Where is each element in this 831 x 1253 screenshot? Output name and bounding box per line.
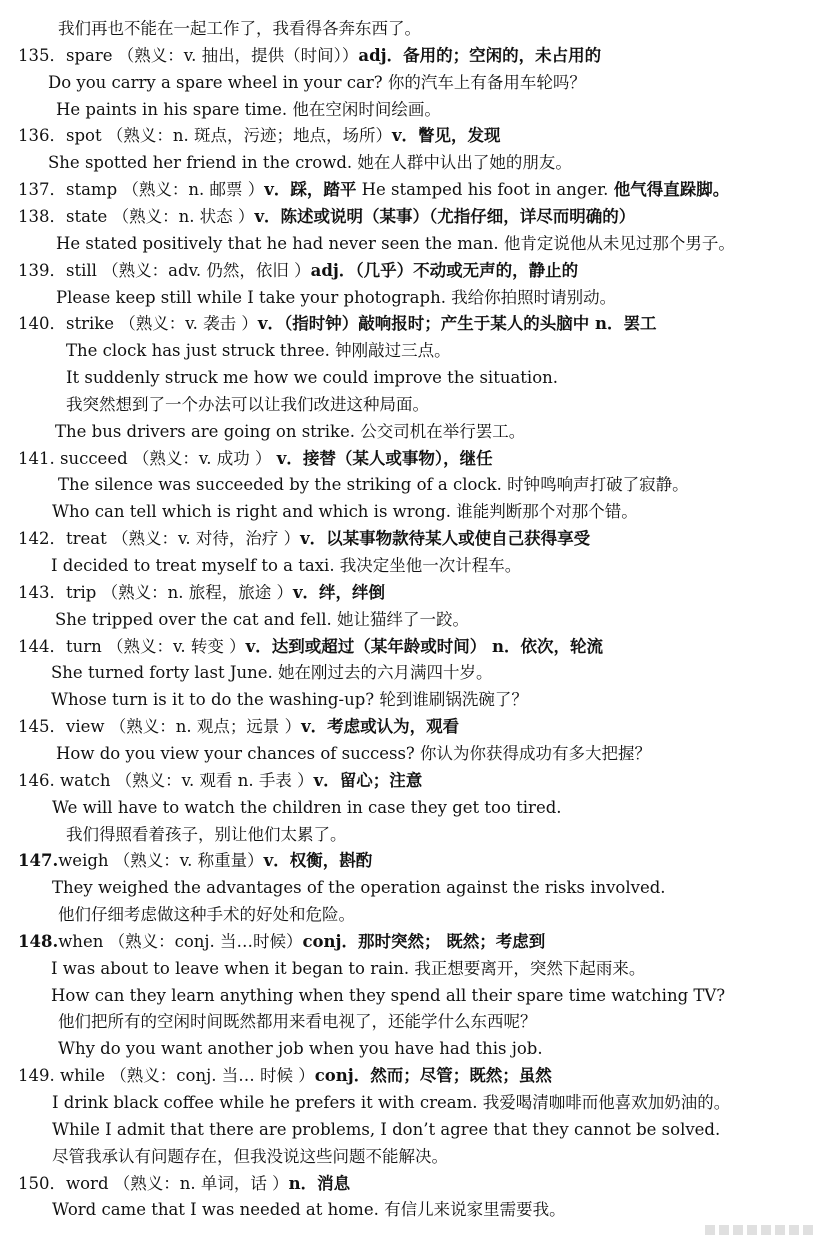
bold-text: v．陈述或说明（某事）（尤指仔细，详尽而明确的）	[254, 206, 636, 226]
text-line	[58, 1036, 543, 1062]
text-span: I was about to leave when it began to rain. 我正想要离开，突然下起雨来。	[51, 958, 646, 978]
text-line	[52, 1090, 730, 1116]
text-line	[58, 472, 689, 498]
text-line	[51, 660, 493, 686]
bold-text: adj．备用的；空闲的，未占用的	[358, 45, 602, 65]
text-span: How do you view your chances of success? 你认为你获得成功有多大把握？	[56, 743, 652, 763]
text-line	[66, 365, 558, 391]
text-span: The silence was succeeded by the striking of a clock. 时钟鸣响声打破了寂静。	[58, 475, 689, 495]
text-span: 141. succeed （熟义：v. 成功 ）	[18, 448, 277, 468]
text-line	[18, 446, 493, 472]
text-line	[52, 1117, 720, 1143]
bold-text: 他气得直跺脚。	[613, 180, 730, 200]
bold-text: v．（指时钟）敲响报时；产生于某人的头脑中 n．罢工	[257, 314, 657, 334]
text-span: How can they learn anything when they spend all their spare time watching TV?	[51, 985, 726, 1005]
text-line	[18, 123, 501, 149]
text-span: 136．spot （熟义：n. 斑点，污迹；地点，场所）	[18, 126, 392, 146]
text-span: 143．trip （熟义：n. 旅程，旅途 ）	[18, 582, 293, 602]
bold-text: n．消息	[288, 1173, 351, 1193]
text-span: We will have to watch the children in case they get too tired.	[52, 797, 562, 817]
text-span: I drink black coffee while he prefers it with cream. 我爱喝清咖啡而他喜欢加奶油的。	[52, 1093, 731, 1112]
text-line	[58, 16, 421, 42]
text-span: 145．view （熟义：n. 观点；远景 ）	[18, 717, 302, 737]
text-span: 他们仔细考虑做这种手术的好处和危险。	[58, 905, 355, 925]
text-span: She tripped over the cat and fell. 她让猫绊了一跤。	[55, 609, 469, 629]
text-span: Please keep still while I take your photograph. 我给你拍照时请别动。	[56, 287, 617, 307]
text-line	[55, 607, 469, 633]
text-line	[18, 848, 372, 874]
text-line	[18, 768, 422, 794]
watermark-icon	[703, 1221, 823, 1239]
text-line	[18, 43, 601, 69]
text-span: 我突然想到了一个办法可以让我们改进这种局面。	[66, 394, 429, 414]
text-line	[18, 258, 578, 284]
text-line	[58, 1009, 537, 1035]
bold-text: 147.	[18, 851, 59, 871]
text-span: 144．turn （熟义：v. 转变 ）	[18, 636, 246, 656]
text-line	[51, 553, 521, 579]
text-line	[51, 687, 528, 713]
text-line	[18, 1171, 350, 1197]
text-span: She spotted her friend in the crowd. 她在人群中认出了她的朋友。	[48, 153, 572, 173]
bold-text: v．绊，绊倒	[292, 582, 386, 602]
text-line	[18, 311, 656, 337]
text-span: 150．word （熟义：n. 单词，话 ）	[18, 1173, 289, 1193]
text-span: The bus drivers are going on strike. 公交司机在举行罢工。	[55, 421, 526, 441]
text-span: Whose turn is it to do the washing-up? 轮到谁刷锅洗碗了？	[51, 690, 528, 710]
text-line	[52, 1197, 566, 1223]
text-span: 他们把所有的空闲时间既然都用来看电视了，还能学什么东西呢？	[58, 1012, 537, 1032]
text-span: 139．still （熟义：adv. 仍然，依旧 ）	[18, 260, 311, 280]
text-span: weigh （熟义：v. 称重量）	[58, 851, 264, 871]
text-line	[66, 338, 451, 364]
text-line	[48, 70, 586, 96]
bold-text: adj．（几乎）不动或无声的，静止的	[310, 260, 579, 280]
text-span: 146. watch （熟义：v. 观看 n. 手表 ）	[18, 770, 314, 790]
text-line	[52, 1144, 448, 1170]
text-span: Why do you want another job when you have had this job.	[58, 1039, 543, 1059]
text-line	[66, 822, 347, 848]
bold-text: conj．然而；尽管；既然；虽然	[314, 1066, 552, 1086]
text-line	[51, 983, 725, 1009]
bold-text: 148.	[18, 931, 59, 951]
text-line	[51, 956, 645, 982]
text-span: Word came that I was needed at home. 有信儿来说家里需要我。	[52, 1200, 566, 1220]
bold-text: v．留心；注意	[313, 770, 423, 790]
bold-text: conj．那时突然； 既然；考虑到	[302, 931, 546, 951]
text-line	[18, 204, 635, 230]
text-line	[66, 392, 429, 418]
text-span: Do you carry a spare wheel in your car? 你的汽车上有备用车轮吗？	[48, 72, 586, 92]
text-line	[18, 929, 545, 955]
text-span: 137．stamp （熟义：n. 邮票 ）	[18, 180, 265, 200]
text-span: 140．strike （熟义：v. 袭击 ）	[18, 314, 258, 334]
text-line	[55, 419, 525, 445]
text-span: He paints in his spare time. 他在空闲时间绘画。	[56, 99, 441, 119]
bold-text: v．瞥见，发现	[391, 126, 501, 146]
text-span: He stated positively that he had never seen the man. 他肯定说他从未见过那个男子。	[56, 233, 735, 253]
bold-text: v．以某事物款待某人或使自己获得享受	[300, 529, 591, 549]
bold-text: v．权衡，斟酌	[263, 851, 373, 871]
bold-text: v．达到或超过（某年龄或时间） n．依次，轮流	[245, 636, 603, 656]
text-line	[58, 902, 355, 928]
text-span: 138．state （熟义：n. 状态 ）	[18, 206, 255, 226]
bold-text: v．接替（某人或事物），继任	[276, 448, 493, 468]
text-span: They weighed the advantages of the operation against the risks involved.	[52, 878, 666, 898]
text-line	[56, 231, 735, 257]
text-line	[18, 526, 590, 552]
text-span: 135．spare （熟义：v. 抽出，提供（时间））	[18, 45, 359, 65]
text-line	[18, 580, 385, 606]
text-line	[52, 499, 638, 525]
text-span: 我们得照看着孩子，别让他们太累了。	[66, 824, 347, 844]
text-span: 尽管我承认有问题存在，但我没说这些问题不能解决。	[52, 1146, 448, 1166]
text-line	[48, 150, 572, 176]
text-span: 我们再也不能在一起工作了，我看得各奔东西了。	[58, 19, 421, 38]
text-span: 149. while （熟义：conj. 当… 时候 ）	[18, 1066, 315, 1086]
text-span: when （熟义：conj. 当…时候）	[58, 931, 303, 951]
text-span: He stamped his foot in anger.	[356, 180, 614, 200]
text-span: It suddenly struck me how we could improve the situation.	[66, 368, 559, 388]
text-line	[52, 875, 666, 901]
text-line	[52, 795, 562, 821]
bold-text: v．踩，踏平	[264, 180, 357, 200]
text-span: The clock has just struck three. 钟刚敲过三点。	[66, 341, 451, 361]
text-span: Who can tell which is right and which is wrong. 谁能判断那个对那个错。	[52, 502, 638, 522]
text-line	[18, 1063, 552, 1089]
bold-text: v．考虑或认为，观看	[301, 717, 460, 737]
text-span: 142．treat （熟义：v. 对待，治疗 ）	[18, 529, 301, 549]
text-line	[18, 634, 603, 660]
text-line	[56, 97, 441, 123]
text-line	[18, 714, 459, 740]
text-span: I decided to treat myself to a taxi. 我决定坐他一次计程车。	[51, 556, 522, 575]
text-line	[56, 741, 651, 767]
text-line	[18, 177, 729, 203]
text-line	[56, 285, 616, 311]
text-span: While I admit that there are problems, I don’t agree that they cannot be solved.	[52, 1119, 721, 1139]
text-span: She turned forty last June. 她在刚过去的六月满四十岁。	[51, 663, 493, 683]
